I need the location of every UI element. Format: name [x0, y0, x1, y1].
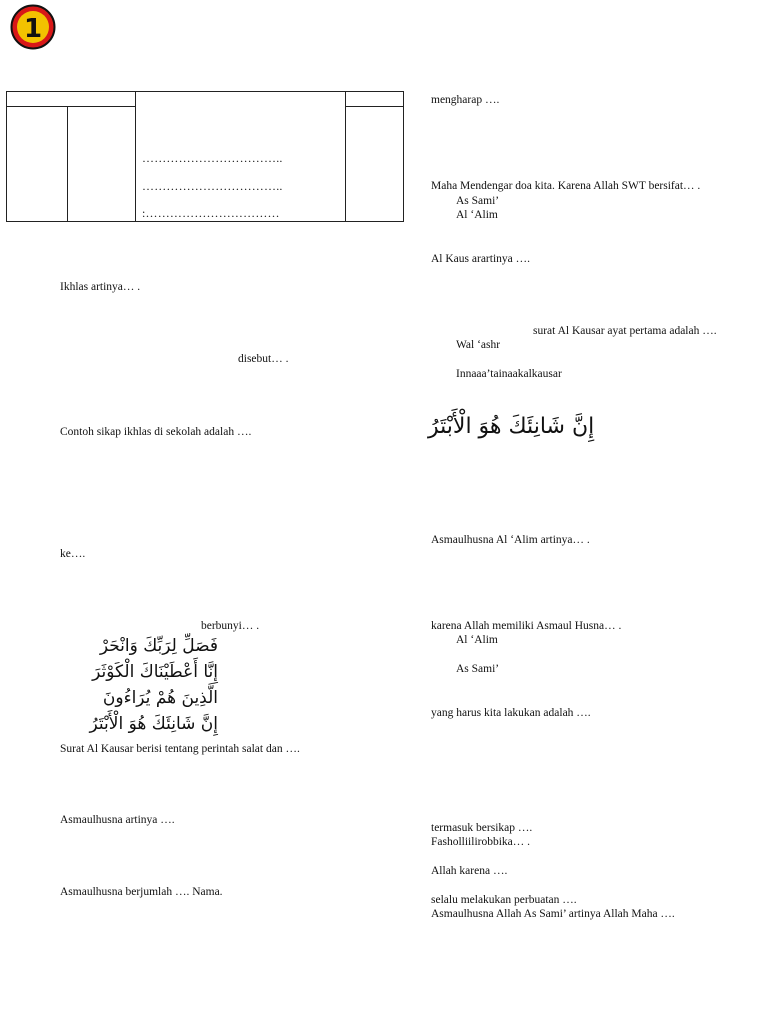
arabic-ayah: إِنَّ شَانِئَكَ هُوَ الْأَبْتَرُ — [428, 414, 595, 439]
question-berbunyi: berbunyi… . — [201, 620, 260, 632]
question-fashol: Fasholliilirobbika… . — [431, 836, 531, 848]
question-yang-harus: yang harus kita lakukan adalah …. — [431, 707, 591, 719]
question-asmaul-husna: karena Allah memiliki Asmaul Husna… . — [431, 620, 622, 632]
arabic-verse: إِنَّ شَانِئَكَ هُوَ الْأَبْتَرُ — [89, 714, 218, 734]
logo-numeral: 1 — [23, 14, 43, 44]
arabic-verse: الَّذِينَ هُمْ يُرَاءُونَ — [102, 688, 218, 708]
arabic-verses-block — [82, 633, 218, 737]
table-dots-2: …………………………….. — [142, 179, 283, 193]
question-asmaul-jumlah: Asmaulhusna berjumlah …. Nama. — [60, 886, 223, 898]
option-al-alim: Al ‘Alim — [456, 209, 498, 221]
question-termasuk: termasuk bersikap …. — [431, 822, 533, 834]
question-al-kaus: Al Kaus arartinya …. — [431, 253, 530, 265]
school-logo-icon — [10, 4, 56, 50]
question-contoh-ikhlas: Contoh sikap ikhlas di sekolah adalah …. — [60, 426, 252, 438]
question-ikhlas: Ikhlas artinya… . — [60, 281, 141, 293]
option-innaa: Innaaa’tainaakalkausar — [456, 368, 562, 380]
table-dots-3: :…………………………… — [142, 206, 280, 220]
question-mengharap: mengharap …. — [431, 94, 500, 106]
option-al-alim: Al ‘Alim — [456, 634, 498, 646]
question-asmaul-arti: Asmaulhusna artinya …. — [60, 814, 175, 826]
arabic-verse: فَصَلِّ لِرَبِّكَ وَانْحَرْ — [99, 636, 218, 656]
table-dots-1: …………………………….. — [142, 151, 283, 165]
arabic-verse: إِنَّا أَعْطَيْنَاكَ الْكَوْثَرَ — [92, 662, 218, 682]
question-al-alim-arti: Asmaulhusna Al ‘Alim artinya… . — [431, 534, 590, 546]
option-as-sami: As Sami’ — [456, 663, 500, 675]
question-maha-mendengar: Maha Mendengar doa kita. Karena Allah SWT bersifat… . — [431, 180, 701, 192]
question-kausar: Surat Al Kausar berisi tentang perintah salat dan …. — [60, 743, 300, 755]
question-disebut: disebut… . — [238, 353, 289, 365]
option-wal-ashr: Wal ‘ashr — [456, 339, 501, 351]
question-allah-karena: Allah karena …. — [431, 865, 508, 877]
question-ke: ke…. — [60, 548, 86, 560]
question-ayat-pertama: surat Al Kausar ayat pertama adalah …. — [533, 325, 717, 337]
identity-table — [6, 91, 404, 222]
question-selalu: selalu melakukan perbuatan …. — [431, 894, 577, 906]
option-as-sami: As Sami’ — [456, 195, 500, 207]
question-as-sami-arti: Asmaulhusna Allah As Sami’ artinya Allah Maha …. — [431, 908, 675, 920]
